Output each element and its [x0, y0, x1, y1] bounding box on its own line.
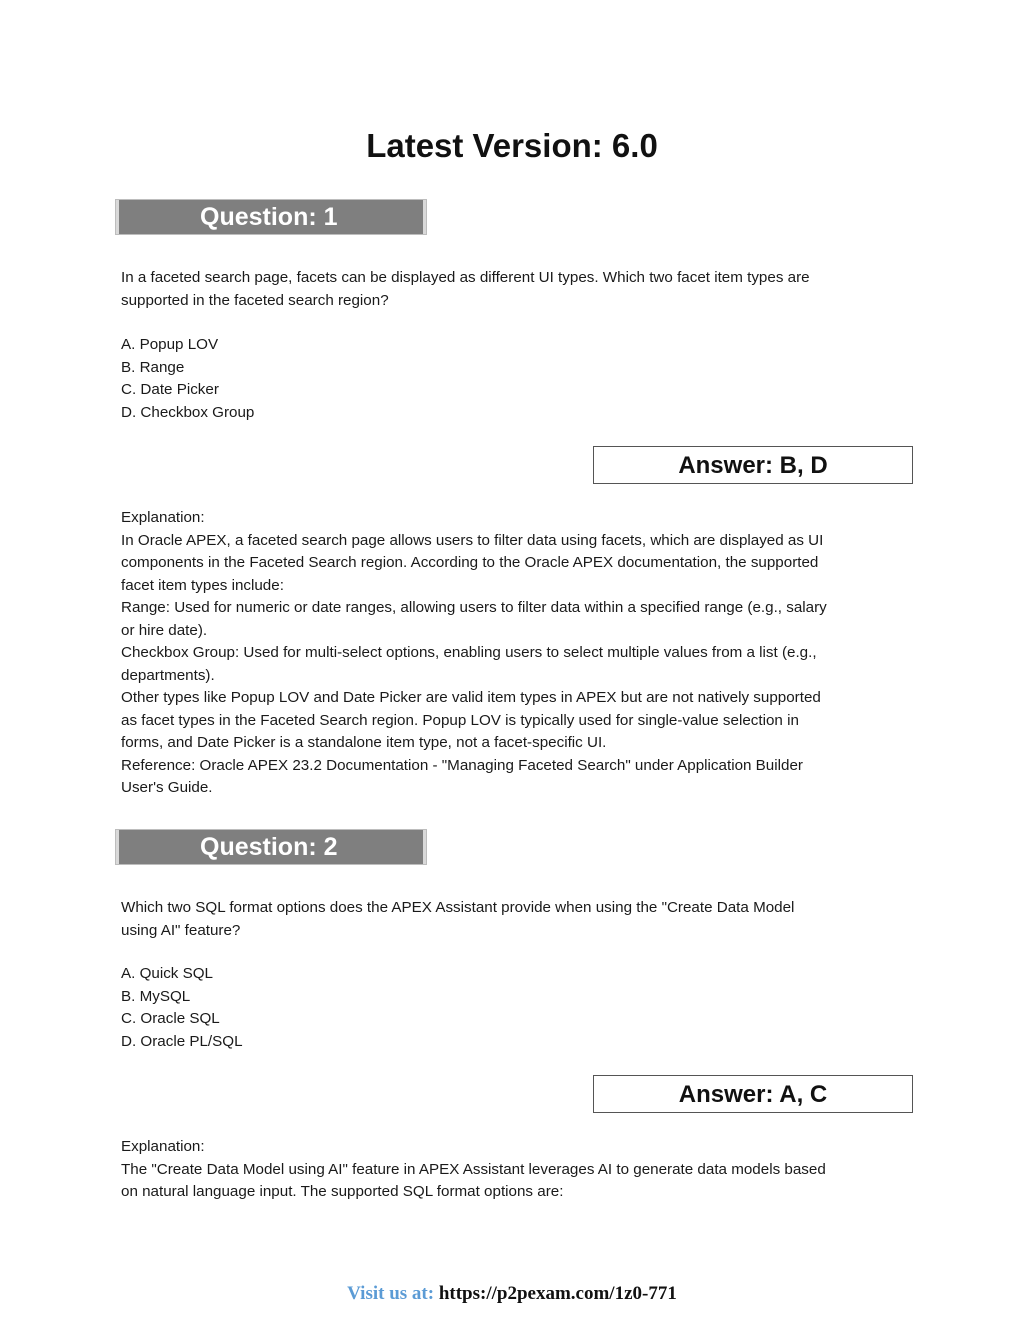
prompt-line: using AI" feature?: [121, 921, 241, 939]
page-title: Latest Version: 6.0: [366, 127, 658, 164]
prompt-line: In a faceted search page, facets can be displayed as different UI types. Which two facet item types are: [121, 269, 810, 286]
option-d: D. Checkbox Group: [121, 403, 255, 421]
question-2-prompt: [121, 897, 911, 942]
option-d: D. Oracle PL/SQL: [121, 1032, 243, 1050]
question-1-label: Question: 1: [200, 203, 338, 231]
explanation-line: on natural language input. The supported SQL format options are:: [121, 1183, 564, 1200]
prompt-line: Which two SQL format options does the APEX Assistant provide when using the "Create Data Model: [121, 899, 795, 916]
question-1-explanation: [121, 507, 911, 800]
explanation-line: departments).: [121, 666, 215, 684]
question-2-answer: Answer: A, C: [593, 1075, 913, 1113]
explanation-line: Range: Used for numeric or date ranges, allowing users to filter data within a specified range (e.g., salary: [121, 599, 827, 616]
question-1-answer: Answer: B, D: [593, 446, 913, 484]
explanation-line: In Oracle APEX, a faceted search page allows users to filter data using facets, which are displayed as UI: [121, 531, 824, 549]
option-b: B. Range: [121, 358, 185, 376]
explanation-line: or hire date).: [121, 621, 208, 639]
question-1-prompt: [121, 267, 911, 312]
question-2-options: [121, 963, 911, 1053]
footer-url-link[interactable]: https://p2pexam.com/1z0-771: [438, 1283, 677, 1304]
explanation-line: facet item types include:: [121, 576, 284, 594]
option-c: C. Date Picker: [121, 381, 219, 398]
question-2-explanation: [121, 1136, 911, 1204]
explanation-line: components in the Faceted Search region. According to the Oracle APEX documentation, the supported: [121, 554, 819, 571]
question-2-banner: [115, 829, 427, 865]
prompt-line: supported in the faceted search region?: [121, 291, 389, 309]
explanation-line: User's Guide.: [121, 779, 213, 796]
explanation-line: The "Create Data Model using AI" feature in APEX Assistant leverages AI to generate data models based: [121, 1160, 826, 1178]
explanation-line: Reference: Oracle APEX 23.2 Documentation - "Managing Faceted Search" under Application Builder: [121, 756, 803, 774]
explanation-line: forms, and Date Picker is a standalone item type, not a facet-specific UI.: [121, 734, 607, 751]
explanation-line: Checkbox Group: Used for multi-select options, enabling users to select multiple values from a list (e.g.,: [121, 644, 817, 661]
option-b: B. MySQL: [121, 987, 191, 1005]
option-a: A. Quick SQL: [121, 965, 214, 982]
explanation-line: Explanation:: [121, 509, 205, 526]
footer: [0, 1283, 1024, 1305]
option-c: C. Oracle SQL: [121, 1010, 220, 1027]
question-2-label: Question: 2: [200, 833, 338, 861]
question-1-banner: [115, 199, 427, 235]
explanation-line: as facet types in the Faceted Search region. Popup LOV is typically used for single-value selection in: [121, 711, 799, 729]
question-1-options: [121, 334, 911, 424]
footer-visit-label: Visit us at:: [347, 1283, 435, 1304]
explanation-line: Other types like Popup LOV and Date Picker are valid item types in APEX but are not natively supported: [121, 689, 821, 706]
explanation-line: Explanation:: [121, 1138, 205, 1155]
option-a: A. Popup LOV: [121, 336, 219, 353]
